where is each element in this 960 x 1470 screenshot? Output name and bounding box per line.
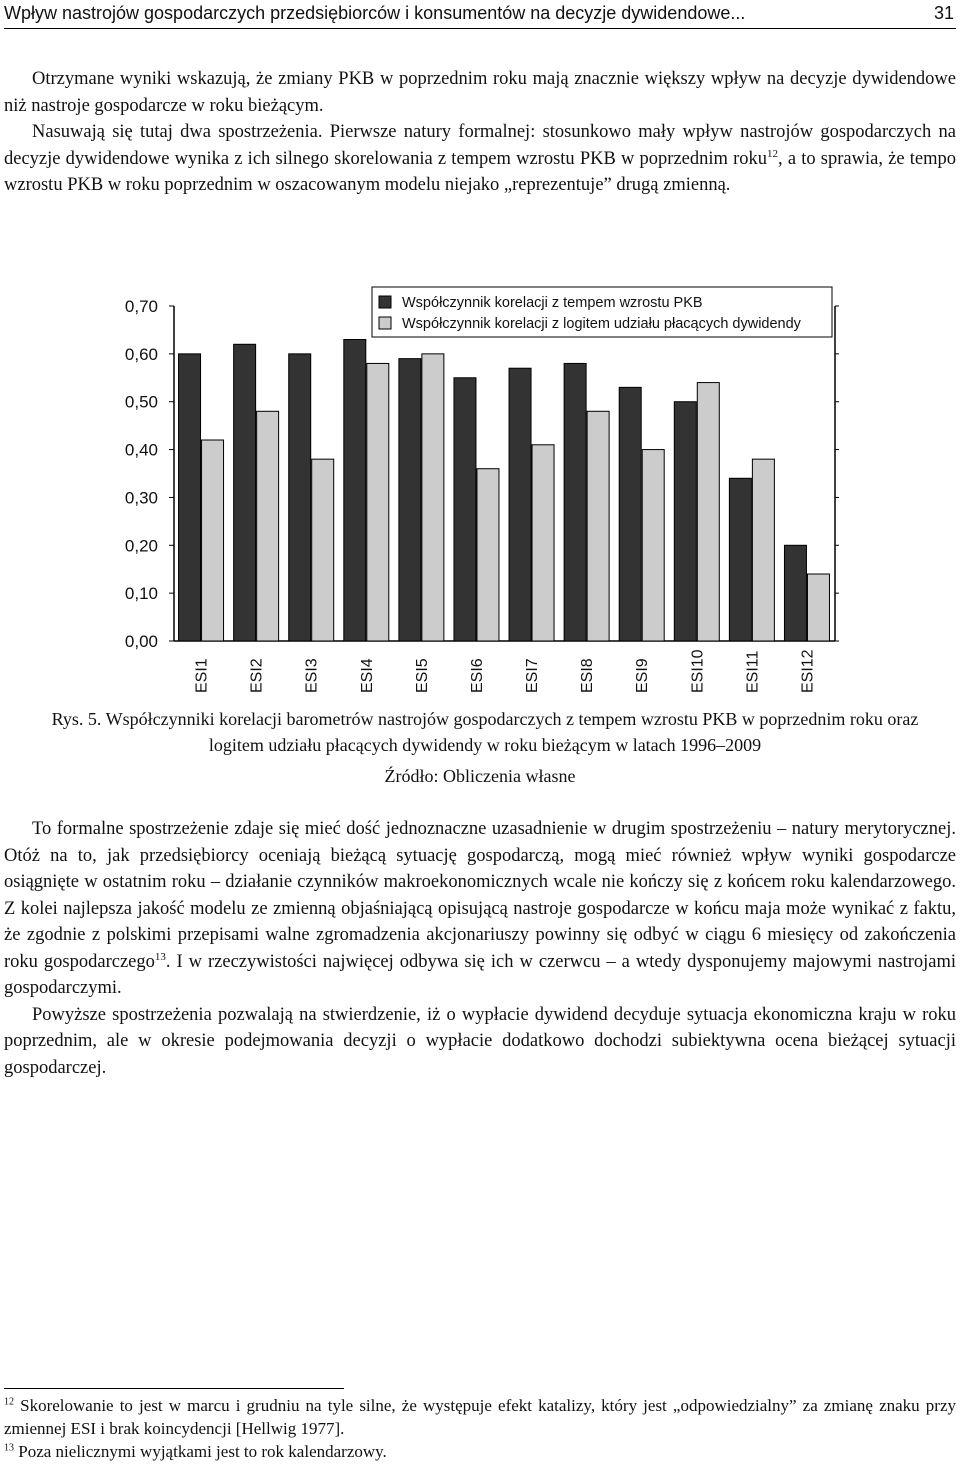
- y-tick-label: 0,10: [124, 584, 158, 604]
- footnote-13: [4, 1440, 956, 1463]
- footnote-ref-13[interactable]: 13: [154, 950, 166, 963]
- footnote-ref-12[interactable]: 12: [767, 147, 779, 160]
- footnote-number: 13: [4, 1442, 14, 1454]
- legend-swatch: [379, 317, 391, 329]
- bar-pkb-esi12: [784, 545, 806, 641]
- bar-pkb-esi5: [399, 359, 421, 641]
- x-tick-label: ESI3: [303, 658, 321, 693]
- intro-text: [4, 66, 956, 199]
- body-paragraph-2: Powyższe spostrzeżenia pozwalają na stwierdzenie, iż o wypłacie dywidend decyduje sytuacja ekonomiczna kraju w roku poprzednim, ale w okresie podejmowania decyzji o wypłacie dodatkowo dochodzi subiektywna ocena bieżącej sytuacji gospodarczej.: [4, 1004, 956, 1078]
- intro-paragraph-1: Otrzymane wyniki wskazują, że zmiany PKB w poprzednim roku mają znacznie większy wpływ na decyzje dywidendowe niż nastroje gospodarcze w roku bieżącym.: [4, 69, 956, 116]
- figure-caption: [30, 706, 940, 758]
- figure-caption-text: Współczynniki korelacji barometrów nastrojów gospodarczych z tempem wzrostu PKB w poprzednim roku oraz logitem udziału płacących dywidendy w roku bieżącym w latach 1996–2009: [101, 709, 919, 755]
- bar-logit-esi4: [367, 363, 389, 641]
- bar-logit-esi3: [312, 459, 334, 641]
- bar-logit-esi6: [477, 469, 499, 641]
- bar-logit-esi5: [422, 354, 444, 641]
- x-tick-label: ESI12: [799, 649, 817, 693]
- x-tick-label: ESI9: [634, 658, 652, 693]
- bar-logit-esi11: [752, 459, 774, 641]
- footnote-text: Skorelowanie to jest w marcu i grudniu na tyle silne, że występuje efekt katalizy, który jest „odpowiedzialny” za zmianę znaku przy zmiennej ESI i brak koincydencji [Hellwig 1977].: [4, 1396, 956, 1438]
- bar-chart-svg: [100, 278, 860, 708]
- footnote-separator: [4, 1388, 344, 1389]
- y-tick-label: 0,00: [124, 632, 158, 651]
- bar-pkb-esi6: [454, 378, 476, 641]
- footnote-number: 12: [4, 1396, 14, 1408]
- y-tick-label: 0,60: [124, 344, 158, 364]
- y-tick-label: 0,50: [124, 392, 158, 412]
- bar-pkb-esi2: [234, 344, 256, 641]
- x-tick-label: ESI1: [193, 658, 211, 693]
- bar-pkb-esi3: [289, 354, 311, 641]
- x-tick-label: ESI10: [689, 649, 707, 693]
- y-tick-label: 0,70: [124, 297, 158, 316]
- body-paragraph-1: [4, 816, 956, 1002]
- y-tick-label: 0,40: [124, 440, 158, 460]
- bar-pkb-esi4: [344, 340, 366, 642]
- bar-logit-esi9: [642, 450, 664, 641]
- x-tick-label: ESI11: [744, 650, 762, 693]
- page-number: 31: [933, 3, 954, 23]
- figure-caption-label: Rys. 5.: [51, 709, 102, 729]
- bar-pkb-esi8: [564, 363, 586, 641]
- body-text: [4, 816, 956, 1081]
- intro-paragraph-2-start: Nasuwają się tutaj dwa spostrzeżenia. Pierwsze natury formalnej: stosunkowo mały wpływ nastrojów gospodarczych na decyzje dywidendowe wynika z ich silnego skorelowania z tempem wzrostu PKB w poprzednim roku: [4, 122, 956, 169]
- bar-chart: [100, 278, 860, 708]
- bar-logit-esi2: [257, 411, 279, 641]
- x-tick-label: ESI7: [524, 658, 542, 693]
- y-tick-label: 0,30: [124, 488, 158, 508]
- x-tick-label: ESI2: [248, 658, 266, 693]
- bar-logit-esi7: [532, 445, 554, 641]
- footnote-12: [4, 1394, 956, 1440]
- bar-logit-esi12: [807, 574, 829, 641]
- legend-swatch: [379, 296, 391, 308]
- bar-logit-esi10: [697, 383, 719, 641]
- footnote-text: Poza nielicznymi wyjątkami jest to rok kalendarzowy.: [14, 1442, 387, 1461]
- bar-pkb-esi1: [179, 354, 201, 641]
- bar-pkb-esi10: [674, 402, 696, 641]
- legend-label: Współczynnik korelacji z tempem wzrostu PKB: [402, 295, 703, 311]
- x-tick-label: ESI6: [468, 658, 486, 693]
- body-paragraph-1-end: . I w rzeczywistości najwięcej odbywa się ich w czerwcu – a wtedy dysponujemy majowymi nastrojami gospodarczymi.: [4, 951, 957, 998]
- legend-label: Współczynnik korelacji z logitem udziału płacących dywidendy: [402, 316, 801, 332]
- intro-paragraph-2: [4, 119, 956, 199]
- bar-pkb-esi11: [729, 478, 751, 641]
- bar-pkb-esi7: [509, 368, 531, 641]
- y-tick-label: 0,20: [124, 536, 158, 556]
- x-tick-label: ESI8: [579, 658, 597, 693]
- x-tick-label: ESI5: [413, 658, 431, 693]
- intro-paragraph-2-end: , a to sprawia, że tempo wzrostu PKB w roku poprzednim w oszacowanym modelu niejako „reprezentuje” drugą zmienną.: [4, 148, 956, 195]
- x-tick-label: ESI4: [358, 658, 376, 693]
- running-header-title: Wpływ nastrojów gospodarczych przedsiębiorców i konsumentów na decyzje dywidendowe...: [4, 3, 746, 23]
- bar-logit-esi8: [587, 411, 609, 641]
- body-paragraph-1-start: To formalne spostrzeżenie zdaje się mieć dość jednoznaczne uzasadnienie w drugim spostrzeżeniu – natury merytorycznej. Otóż na to, jak przedsiębiorcy oceniają bieżącą sytuację gospodarczą, mogą mieć również wpływ wyniki gospodarcze osiągnięte w ostatnim roku – działanie czynników makroekonomicznych wcale nie kończy się z końcem roku kalendarzowego. Z kolei najlepsza jakość modelu ze zmienną objaśniającą opisującą nastroje gospodarcze w końcu maja może wynikać z faktu, że zgodnie z polskimi przepisami walne zgromadzenia akcjonariuszy powinny się odbyć w ciągu 6 miesięcy od zakończenia roku gospodarczego: [4, 819, 956, 972]
- figure-source: Źródło: Obliczenia własne: [384, 766, 576, 786]
- bar-pkb-esi9: [619, 387, 641, 641]
- bar-logit-esi1: [202, 440, 224, 641]
- running-header: [4, 0, 956, 29]
- footnotes: [4, 1394, 956, 1463]
